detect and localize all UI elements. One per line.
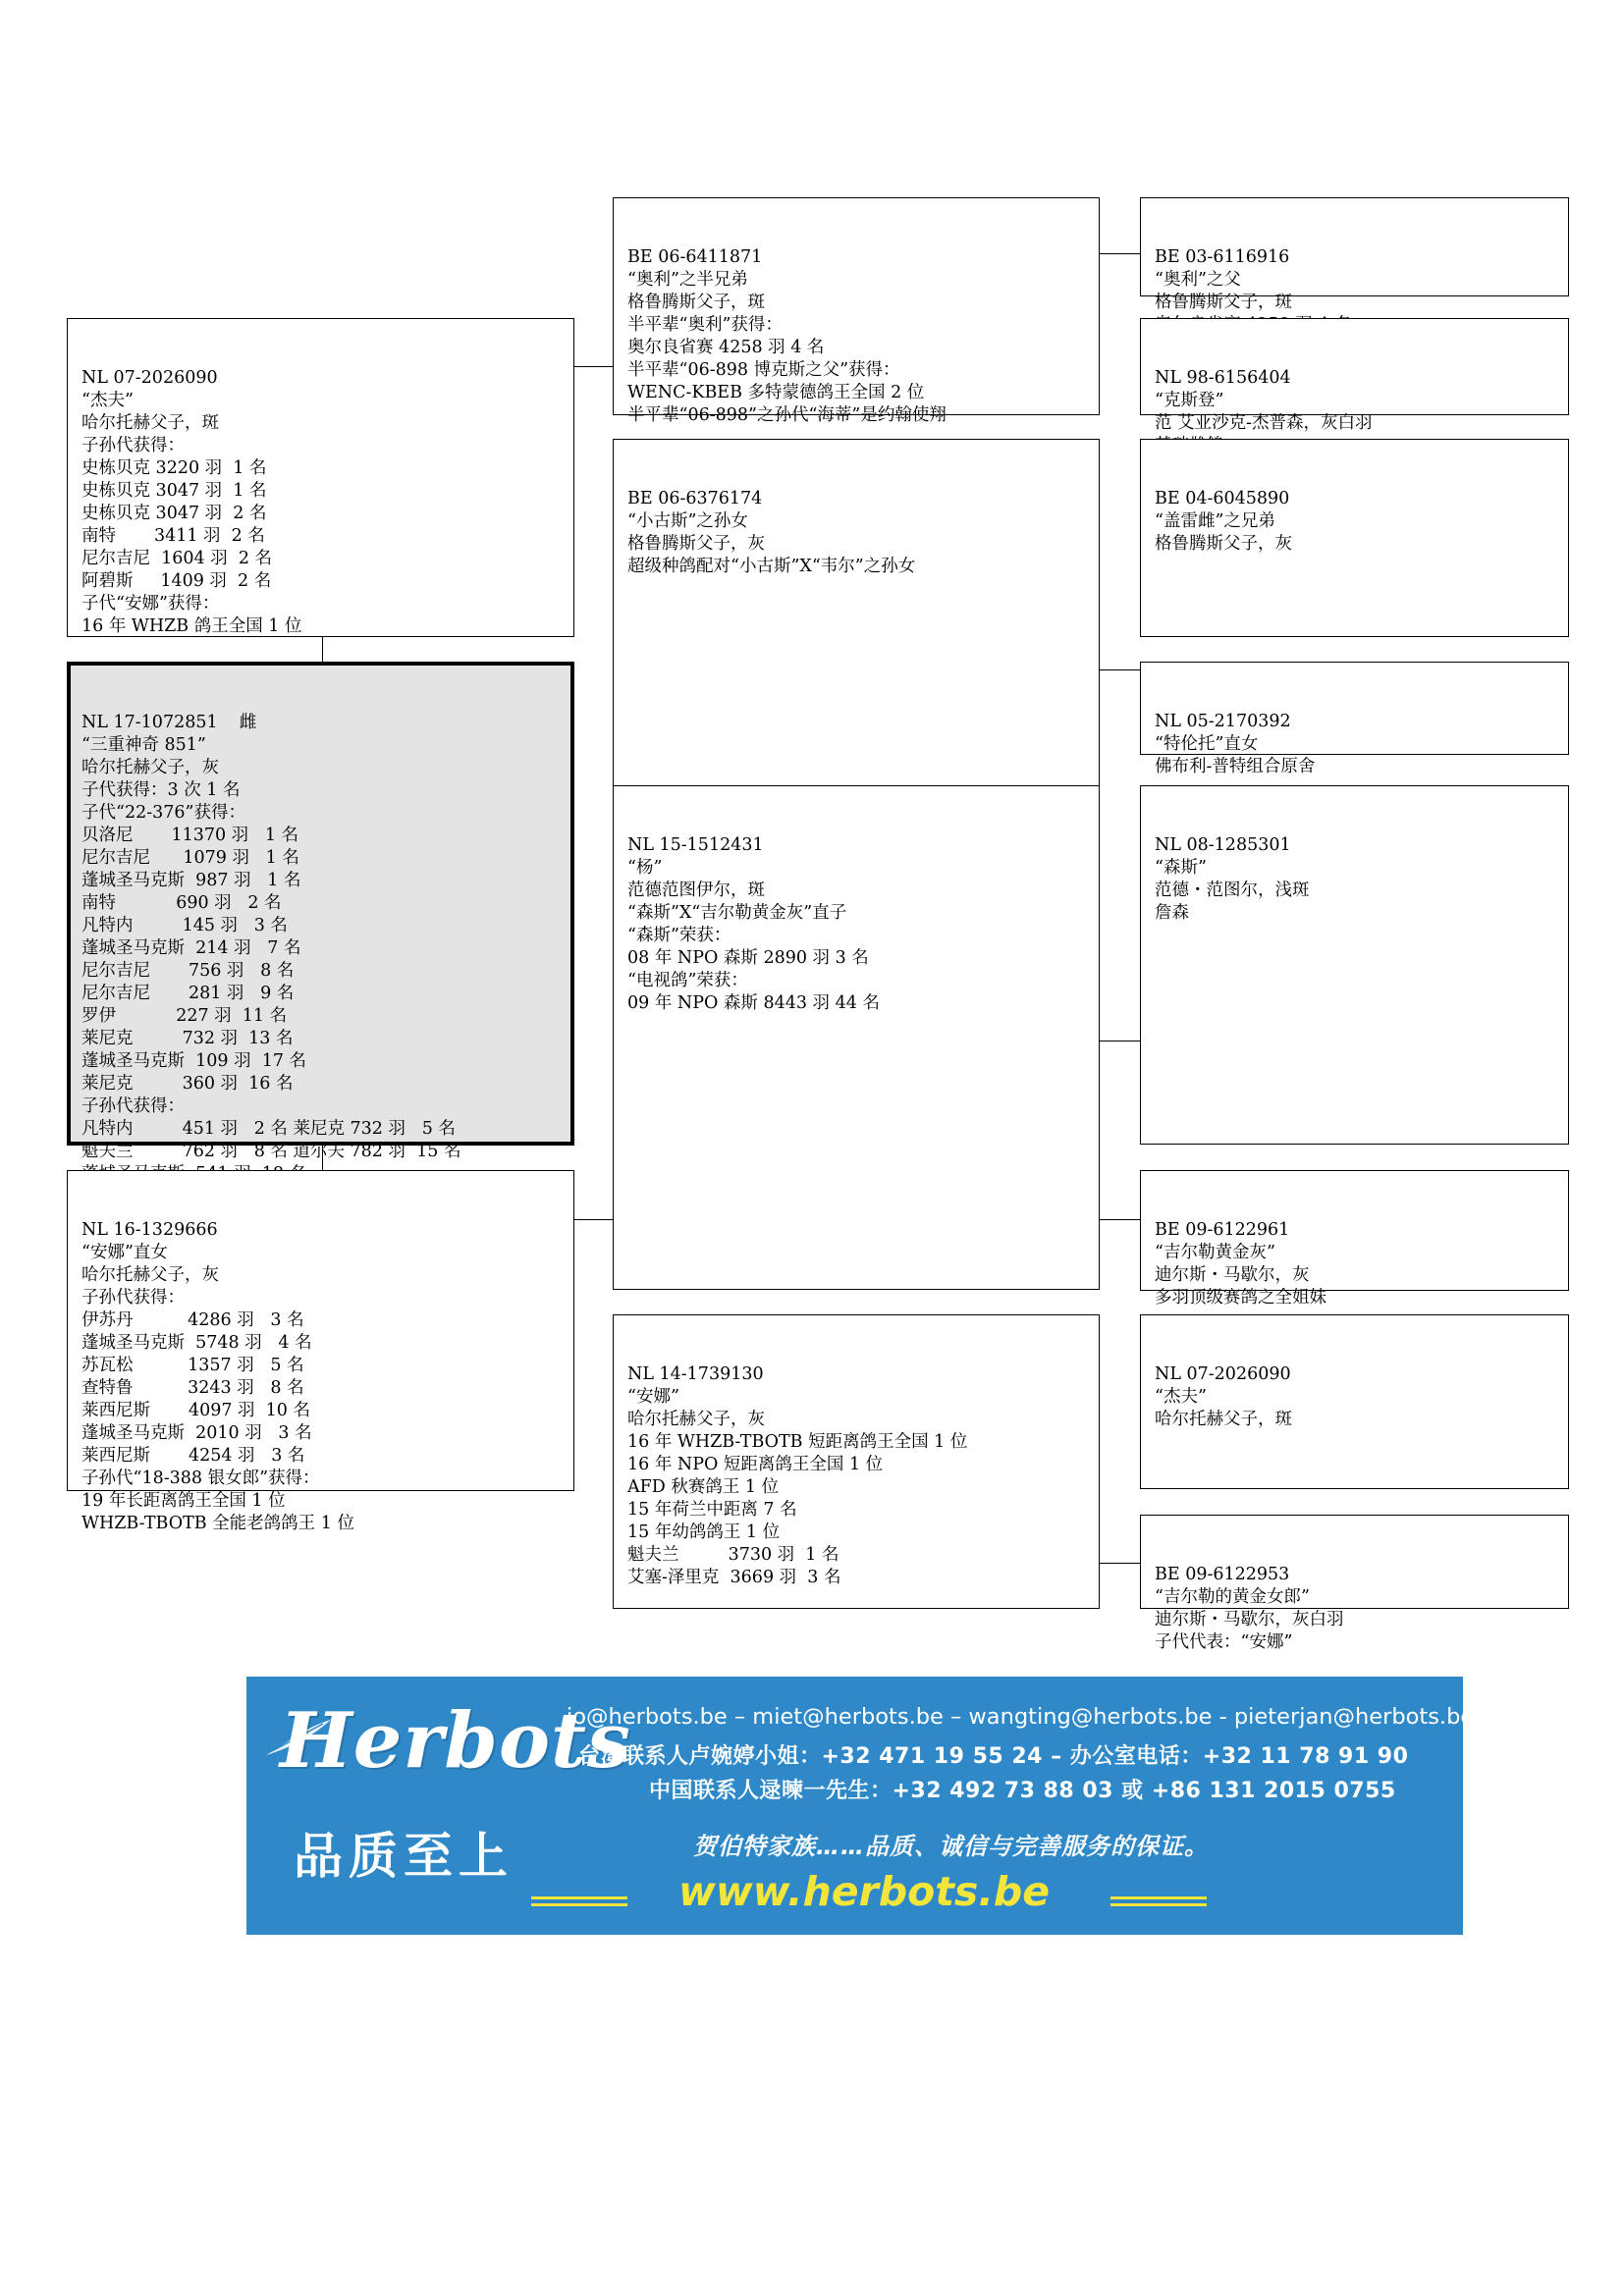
pedigree-box-gg6 bbox=[1140, 1170, 1569, 1308]
box-lines bbox=[81, 1219, 573, 1535]
pedigree-text-line: 尼尔吉尼 756 羽 8 名 bbox=[81, 961, 295, 981]
pedigree-text-line: “奥利”之半兄弟 bbox=[627, 270, 748, 290]
pedigree-text-line: “电视鸽”荣获： bbox=[627, 971, 748, 990]
pedigree-text-line: 范德・范图尔，浅斑 bbox=[1155, 881, 1310, 900]
pedigree-text-line: 史栋贝克 3047 羽 1 名 bbox=[81, 481, 267, 501]
decorative-divider bbox=[1110, 1896, 1207, 1906]
pedigree-text-line: 贝洛尼 11370 羽 1 名 bbox=[81, 826, 299, 845]
pedigree-text-line: 莱尼克 360 羽 16 名 bbox=[81, 1074, 294, 1094]
ring-number: BE 03-6116916 bbox=[1155, 247, 1290, 267]
box-lines bbox=[1155, 834, 1568, 925]
pedigree-text-line: 半平辈“奥利”获得： bbox=[627, 315, 783, 335]
box-lines bbox=[1155, 1219, 1568, 1309]
pedigree-box-subject bbox=[67, 662, 574, 1161]
pedigree-text-line: 哈尔托赫父子，灰 bbox=[81, 758, 219, 777]
pedigree-box-g2 bbox=[613, 439, 1100, 803]
pedigree-text-line: 子代“22-376”获得： bbox=[81, 803, 245, 823]
pedigree-text-line: 魁夫兰 3730 羽 1 名 bbox=[627, 1545, 839, 1565]
pedigree-text-line: 莱尼克 732 羽 13 名 bbox=[81, 1029, 294, 1048]
pedigree-text-line: 子代“安娜”获得： bbox=[81, 594, 220, 614]
pedigree-text-line: 格鲁腾斯父子，灰 bbox=[1155, 534, 1292, 554]
pedigree-text-line: 苏瓦松 1357 羽 5 名 bbox=[81, 1356, 304, 1375]
pedigree-text-line: 哈尔托赫父子，斑 bbox=[81, 413, 219, 433]
pedigree-text-line: 格鲁腾斯父子，斑 bbox=[627, 293, 765, 312]
pedigree-text-line: “森斯”X“吉尔勒黄金灰”直子 bbox=[627, 903, 847, 923]
herbots-banner bbox=[246, 1677, 1475, 1935]
pedigree-text-line: 格鲁腾斯父子，灰 bbox=[627, 534, 765, 554]
pedigree-text-line: 多羽顶级赛鸽之全姐妹 bbox=[1155, 1288, 1326, 1308]
ring-number: BE 06-6376174 bbox=[627, 489, 763, 508]
connector bbox=[1099, 1563, 1140, 1564]
pedigree-text-line: 哈尔托赫父子，灰 bbox=[81, 1265, 219, 1285]
pedigree-box-gg4 bbox=[1140, 662, 1569, 776]
pedigree-text-line: 16 年 WHZB-TBOTB 短距离鸽王全国 1 位 bbox=[627, 1432, 968, 1452]
pedigree-text-line: 15 年幼鸽鸽王 1 位 bbox=[627, 1522, 781, 1542]
motto: 贺伯特家族……品质、诚信与完善服务的保证。 bbox=[693, 1833, 1209, 1860]
pedigree-text-line: 蓬城圣马克斯 109 羽 17 名 bbox=[81, 1051, 307, 1071]
pedigree-text-line: 蓬城圣马克斯 5748 羽 4 名 bbox=[81, 1333, 312, 1353]
pedigree-text-line: “克斯登” bbox=[1155, 391, 1224, 410]
pedigree-text-line: “杰夫” bbox=[81, 391, 134, 410]
pedigree-text-line: “森斯”荣获： bbox=[627, 926, 731, 945]
pedigree-box-sire bbox=[67, 318, 574, 637]
pedigree-box-gg1 bbox=[1140, 197, 1569, 312]
box-lines bbox=[1155, 1564, 1568, 1654]
pedigree-text-line: 迪尔斯・马歇尔，灰白羽 bbox=[1155, 1610, 1344, 1629]
pedigree-text-line: “森斯” bbox=[1155, 858, 1207, 878]
pedigree-text-line: 凡特内 145 羽 3 名 bbox=[81, 916, 288, 935]
pedigree-text-line: “安娜” bbox=[627, 1387, 679, 1407]
pedigree-box-gg7 bbox=[1140, 1314, 1569, 1489]
box-lines bbox=[627, 488, 1099, 578]
pedigree-text-line: 罗伊 227 羽 11 名 bbox=[81, 1006, 288, 1026]
pedigree-box-gg3 bbox=[1140, 439, 1569, 637]
pedigree-text-line: 09 年 NPO 森斯 8443 羽 44 名 bbox=[627, 993, 880, 1013]
pedigree-text-line: 子代代表：“安娜” bbox=[1155, 1632, 1293, 1652]
box-lines bbox=[627, 834, 1099, 1015]
pedigree-text-line: 阿碧斯 1409 羽 2 名 bbox=[81, 571, 272, 591]
pedigree-box-g3 bbox=[613, 785, 1100, 1290]
pedigree-box-g1 bbox=[613, 197, 1100, 425]
pedigree-text-line: “安娜”直女 bbox=[81, 1243, 168, 1262]
pedigree-text-line: “吉尔勒的黄金女郎” bbox=[1155, 1587, 1310, 1607]
connector bbox=[1099, 253, 1140, 254]
box-lines bbox=[81, 712, 570, 1186]
pedigree-text-line: 范德范图伊尔，斑 bbox=[627, 881, 765, 900]
pedigree-text-line: 15 年荷兰中距离 7 名 bbox=[627, 1500, 797, 1520]
pedigree-text-line: 子孙代获得： bbox=[81, 1096, 185, 1116]
connector bbox=[1099, 669, 1140, 670]
decorative-divider bbox=[531, 1896, 627, 1906]
pedigree-text-line: 凡特内 451 羽 2 名 莱尼克 732 羽 5 名 bbox=[81, 1119, 456, 1139]
contact-emails[interactable]: jo@herbots.be – miet@herbots.be – wangting@herbots.be - pieterjan@herbots.be bbox=[567, 1704, 1475, 1730]
china-contact: 中国联系人逯暕一先生：+32 492 73 88 03 或 +86 131 2015 0755 bbox=[649, 1779, 1396, 1803]
taiwan-contact: 台湾联系人卢婉婷小姐：+32 471 19 55 24 – 办公室电话：+32 11 78 91 90 bbox=[578, 1744, 1409, 1769]
pedigree-text-line: 范 艾亚沙克-杰普森，灰白羽 bbox=[1155, 413, 1373, 433]
pedigree-text-line: 尼尔吉尼 1604 羽 2 名 bbox=[81, 549, 273, 568]
connector bbox=[573, 1219, 613, 1220]
ring-number: NL 07-2026090 bbox=[1155, 1364, 1291, 1384]
pedigree-text-line: WHZB-TBOTB 全能老鸽鸽王 1 位 bbox=[81, 1514, 354, 1533]
pedigree-text-line: 詹森 bbox=[1155, 903, 1189, 923]
pedigree-text-line: “吉尔勒黄金灰” bbox=[1155, 1243, 1275, 1262]
pedigree-text-line: 史栋贝克 3220 羽 1 名 bbox=[81, 458, 267, 478]
pedigree-text-line: 子孙代获得： bbox=[81, 1288, 185, 1308]
ring-number: NL 98-6156404 bbox=[1155, 368, 1291, 388]
pedigree-box-gg2 bbox=[1140, 318, 1569, 433]
herbots-logo: Herbots bbox=[280, 1696, 631, 1786]
ring-number: NL 14-1739130 bbox=[627, 1364, 764, 1384]
ring-number: BE 04-6045890 bbox=[1155, 489, 1290, 508]
pedigree-text-line: 艾塞-泽里克 3669 羽 3 名 bbox=[627, 1568, 841, 1587]
pedigree-text-line: 莱西尼斯 4097 羽 10 名 bbox=[81, 1401, 310, 1420]
pedigree-text-line: “三重神奇 851” bbox=[81, 735, 206, 755]
pedigree-text-line: 南特 3411 羽 2 名 bbox=[81, 526, 265, 546]
box-lines bbox=[1155, 488, 1568, 556]
pedigree-text-line: 蓬城圣马克斯 987 羽 1 名 bbox=[81, 871, 301, 890]
pedigree-box-dam bbox=[67, 1170, 574, 1533]
pedigree-text-line: 迪尔斯・马歇尔，灰 bbox=[1155, 1265, 1310, 1285]
pedigree-text-line: “特伦托”直女 bbox=[1155, 734, 1259, 754]
ring-number: BE 09-6122961 bbox=[1155, 1220, 1290, 1240]
ring-number: NL 07-2026090 bbox=[81, 368, 218, 388]
pedigree-text-line: 16 年 NPO 短距离鸽王全国 1 位 bbox=[627, 1455, 884, 1474]
pedigree-text-line: 伊苏丹 4286 羽 3 名 bbox=[81, 1310, 304, 1330]
pedigree-text-line: 哈尔托赫父子，灰 bbox=[627, 1410, 765, 1429]
ring-number: BE 09-6122953 bbox=[1155, 1565, 1290, 1584]
box-lines bbox=[81, 367, 573, 638]
pedigree-text-line: 魁夫兰 762 羽 8 名 道尔夫 782 羽 15 名 bbox=[81, 1142, 461, 1161]
pedigree-text-line: 蓬城圣马克斯 214 羽 7 名 bbox=[81, 938, 301, 958]
pedigree-text-line: “盖雷雌”之兄弟 bbox=[1155, 511, 1275, 531]
pedigree-text-line: 尼尔吉尼 1079 羽 1 名 bbox=[81, 848, 299, 868]
pedigree-text-line: 南特 690 羽 2 名 bbox=[81, 893, 282, 913]
pedigree-text-line: 史栋贝克 3047 羽 2 名 bbox=[81, 504, 267, 523]
ring-number: NL 08-1285301 bbox=[1155, 835, 1291, 855]
box-lines bbox=[1155, 711, 1568, 778]
pedigree-text-line: “小古斯”之孙女 bbox=[627, 511, 748, 531]
pedigree-text-line: 半平辈“06-898”之孙代“海蒂”是约翰使翔 bbox=[627, 405, 947, 425]
ring-number: NL 16-1329666 bbox=[81, 1220, 218, 1240]
pedigree-box-gg8 bbox=[1140, 1515, 1569, 1652]
pedigree-text-line: 格鲁腾斯父子，斑 bbox=[1155, 293, 1292, 312]
pedigree-text-line: 08 年 NPO 森斯 2890 羽 3 名 bbox=[627, 948, 869, 968]
pedigree-text-line: 奥尔良省赛 4258 羽 4 名 bbox=[627, 338, 825, 357]
ring-number: BE 06-6411871 bbox=[627, 247, 763, 267]
pedigree-text-line: 子孙代获得： bbox=[81, 436, 185, 455]
ring-number: NL 15-1512431 bbox=[627, 835, 764, 855]
pedigree-text-line: AFD 秋赛鸽王 1 位 bbox=[627, 1477, 780, 1497]
ring-number: NL 05-2170392 bbox=[1155, 712, 1291, 731]
pedigree-text-line: 哈尔托赫父子，斑 bbox=[1155, 1410, 1292, 1429]
box-lines bbox=[627, 1363, 1099, 1589]
box-lines bbox=[627, 246, 1099, 427]
pedigree-text-line: 超级种鸽配对“小古斯”X“韦尔”之孙女 bbox=[627, 557, 916, 576]
pedigree-box-gg5 bbox=[1140, 785, 1569, 1145]
pedigree-text-line: 16 年 WHZB 鸽王全国 1 位 bbox=[81, 616, 302, 636]
website-link[interactable]: www.herbots.be bbox=[678, 1868, 1051, 1915]
pedigree-text-line: 19 年长距离鸽王全国 1 位 bbox=[81, 1491, 286, 1511]
pedigree-box-g4 bbox=[613, 1314, 1100, 1609]
pedigree-text-line: 查特鲁 3243 羽 8 名 bbox=[81, 1378, 304, 1398]
pedigree-text-line: 蓬城圣马克斯 2010 羽 3 名 bbox=[81, 1423, 312, 1443]
pedigree-text-line: “杨” bbox=[627, 858, 663, 878]
box-lines bbox=[1155, 1363, 1568, 1431]
slogan: 品质至上 bbox=[294, 1828, 514, 1885]
pedigree-text-line: 子孙代“18-388 银女郎”获得： bbox=[81, 1468, 320, 1488]
pedigree-text-line: 尼尔吉尼 281 羽 9 名 bbox=[81, 984, 295, 1003]
connector bbox=[1099, 1219, 1140, 1220]
pedigree-text-line: 佛布利-普特组合原舍 bbox=[1155, 757, 1316, 776]
ring-number: NL 17-1072851 雌 bbox=[81, 713, 257, 732]
pedigree-text-line: 子代获得：3 次 1 名 bbox=[81, 780, 241, 800]
pedigree-text-line: 半平辈“06-898 博克斯之父”获得： bbox=[627, 360, 900, 380]
pedigree-text-line: “杰夫” bbox=[1155, 1387, 1207, 1407]
pedigree-text-line: 莱西尼斯 4254 羽 3 名 bbox=[81, 1446, 305, 1466]
pedigree-text-line: WENC-KBEB 多特蒙德鸽王全国 2 位 bbox=[627, 383, 925, 402]
connector bbox=[573, 366, 613, 367]
pedigree-text-line: “奥利”之父 bbox=[1155, 270, 1241, 290]
